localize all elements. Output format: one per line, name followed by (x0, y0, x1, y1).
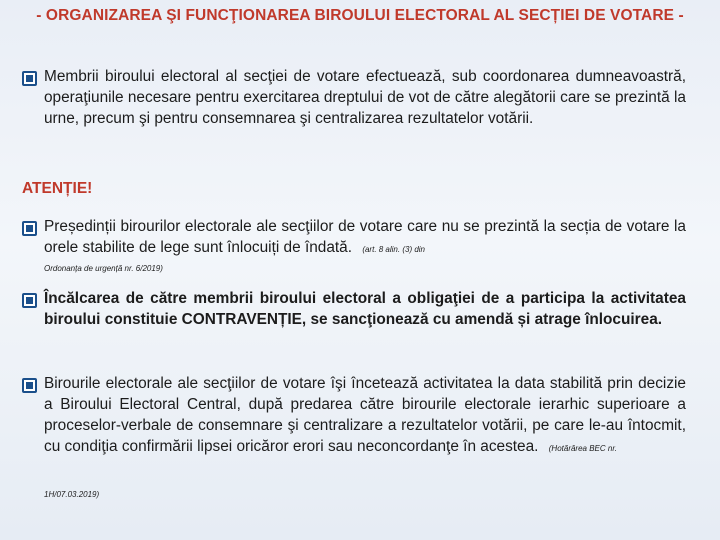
bullet-presidents (22, 216, 686, 260)
bullet-square-icon (22, 71, 37, 86)
bullet-contravention-text: Încălcarea de către membrii biroului electoral a obligaţiei de a participa la activitatea biroului constituie CONTRAVENȚIE, se sancţionează cu amendă și atrage înlocuirea. (44, 290, 686, 328)
bullet-square-icon (22, 221, 37, 236)
slide-title: - ORGANIZAREA ŞI FUNCŢIONAREA BIROULUI ELECTORAL AL SECȚIEI DE VOTARE - (36, 7, 684, 24)
attention-heading: ATENȚIE! (22, 180, 93, 197)
legal-reference-cont: Ordonanța de urgență nr. 6/2019) (44, 264, 163, 273)
bullet-presidents-body: Președinții birourilor electorale ale secţiilor de votare care nu se prezintă la secția de votare la orele stabilite de lege sunt înlocuiți de îndată. (44, 218, 686, 256)
bullet-closure-body: Birourile electorale ale secţiilor de votare îşi încetează activitatea la data stabilită prin decizie a Biroului Electoral Central, după predarea către birourile electorale ierarhic superioare a proceselor-verbale de consemnare şi centralizare a rezultatelor votării, pe care le-au întocmit, cu condiţia confirmării lipsei oricăror erori sau neconcordanţe în acestea. (44, 375, 686, 455)
legal-reference: (art. 8 alin. (3) din (362, 245, 426, 254)
bullet-closure (22, 373, 686, 459)
bullet-members (22, 66, 686, 129)
legal-reference: (Hotărârea BEC nr. (548, 444, 617, 453)
legal-reference-cont: 1H/07.03.2019) (44, 490, 100, 499)
bullet-closure-text (44, 373, 686, 459)
bullet-square-icon (22, 378, 37, 393)
bullet-presidents-text (44, 216, 686, 260)
bullet-square-icon (22, 293, 37, 308)
bullet-contravention (22, 288, 686, 330)
bullet-members-text: Membrii biroului electoral al secţiei de votare efectuează, sub coordonarea dumneavoastră, operaţiunile necesare pentru exercitarea dreptului de vot de către alegătorii care se prezintă la urne, precum şi pentru consemnarea şi centralizarea rezultatelor votării. (44, 68, 686, 127)
